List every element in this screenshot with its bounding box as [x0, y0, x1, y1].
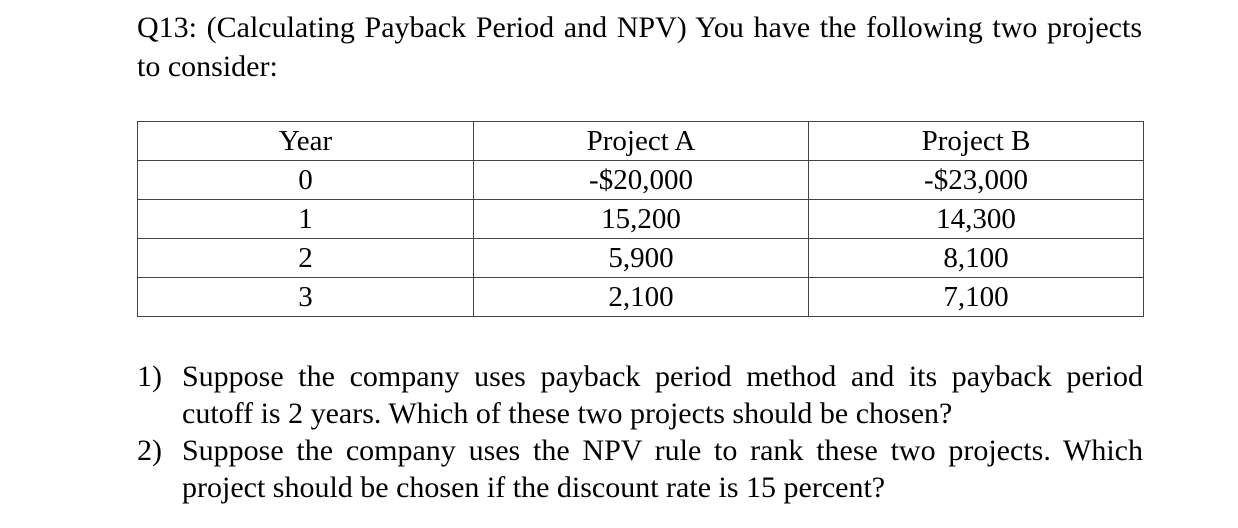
question-part: [137, 432, 1143, 506]
part-text: Suppose the company uses the NPV rule to rank these two projects. Which project should be chosen if the discount rate is 15 percent?: [182, 434, 1143, 504]
table-header-row: [138, 122, 1144, 161]
table-row: [138, 239, 1144, 278]
project-b-cell: 8,100: [809, 239, 1144, 278]
project-a-cell: 2,100: [474, 278, 809, 317]
year-cell: 2: [138, 239, 474, 278]
table-row: [138, 161, 1144, 200]
part-number: 1): [137, 360, 162, 393]
question-prompt: Q13: (Calculating Payback Period and NPV) You have the following two projects to consider:: [137, 11, 1142, 83]
project-a-cell: 15,200: [474, 200, 809, 239]
year-cell: 1: [138, 200, 474, 239]
question-parts-list: [137, 358, 1143, 506]
project-b-cell: 7,100: [809, 278, 1144, 317]
year-cell: 0: [138, 161, 474, 200]
project-a-cell: 5,900: [474, 239, 809, 278]
year-cell: 3: [138, 278, 474, 317]
project-a-cell: -$20,000: [474, 161, 809, 200]
part-number: 2): [137, 434, 162, 467]
project-b-cell: -$23,000: [809, 161, 1144, 200]
table-row: [138, 200, 1144, 239]
cash-flow-table: [137, 121, 1144, 317]
table-row: [138, 278, 1144, 317]
project-b-cell: 14,300: [809, 200, 1144, 239]
year-column-header: Year: [138, 122, 474, 161]
project-a-column-header: Project A: [474, 122, 809, 161]
question-part: [137, 358, 1143, 432]
part-text: Suppose the company uses payback period method and its payback period cutoff is 2 years. Which of these two projects should be chosen?: [182, 360, 1143, 430]
project-b-column-header: Project B: [809, 122, 1144, 161]
